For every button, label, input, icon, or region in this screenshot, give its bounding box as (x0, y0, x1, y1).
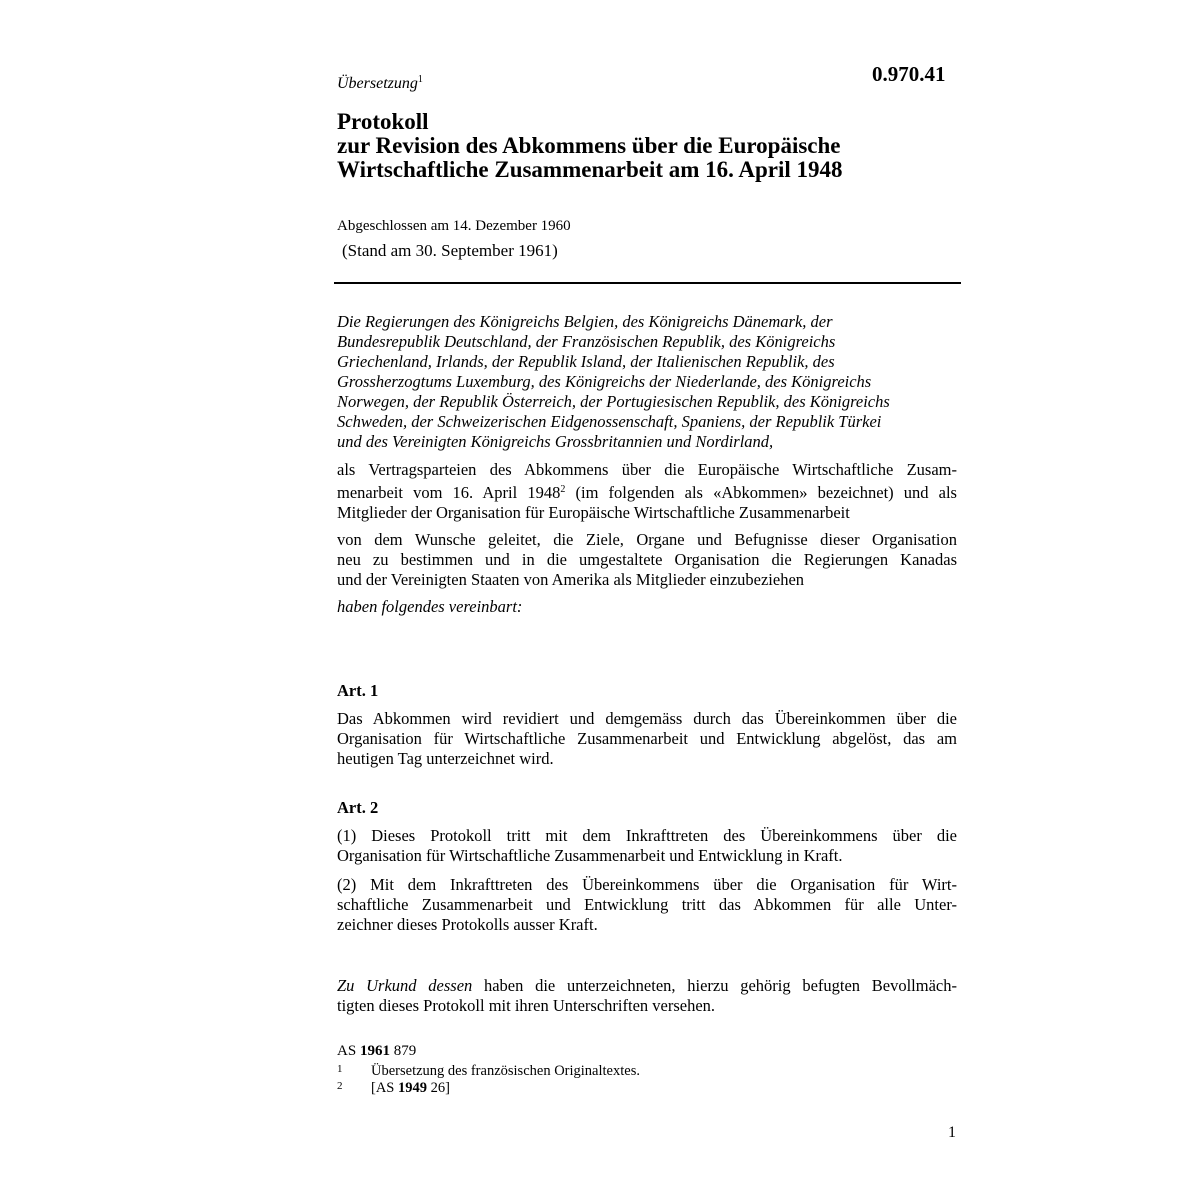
footnote-1 (337, 1063, 640, 1080)
footnote-ref-2[interactable]: 2 (560, 484, 566, 495)
article-line: heutigen Tag unterzeichnet wird. (337, 749, 554, 768)
parties-line: als Vertragsparteien des Abkommens über die Europäische Wirtschaftliche Zusam- (337, 460, 957, 479)
sr-number: 0.970.41 (872, 62, 946, 86)
desire-line: von dem Wunsche geleitet, die Ziele, Organe und Befugnisse dieser Organisation (337, 530, 957, 549)
preamble-line: und des Vereinigten Königreichs Grossbritannien und Nordirland, (337, 432, 774, 451)
article-2-heading: Art. 2 (337, 798, 379, 817)
witness-line: Zu Urkund dessen haben die unterzeichneten, hierzu gehörig befugten Bevollmäch- (337, 976, 957, 995)
page-number: 1 (948, 1124, 956, 1141)
footnote-number: 2 (337, 1080, 343, 1092)
document-title (337, 110, 957, 182)
footnote-2: 2 [AS 1949 26] (337, 1080, 450, 1096)
preamble-line: Grossherzogtums Luxemburg, des Königreichs der Niederlande, des Königreichs (337, 372, 872, 391)
preamble-governments (337, 312, 957, 452)
title-line-2: zur Revision des Abkommens über die Europäische (337, 133, 841, 158)
witness-clause (337, 976, 957, 1016)
concluded-date: Abgeschlossen am 14. Dezember 1960 (337, 218, 571, 234)
article-2-paragraph-1 (337, 826, 957, 866)
preamble-agreed: haben folgendes vereinbart: (337, 597, 523, 616)
preamble-desire (337, 530, 957, 590)
footnote-ref-1[interactable]: 1 (417, 74, 423, 85)
parties-line: menarbeit vom 16. April 1948$^2$ (im folgenden als «Abkommen» bezeichnet) und als (337, 483, 957, 502)
status-date: (Stand am 30. September 1961) (342, 241, 558, 260)
article-2-paragraph-2 (337, 875, 957, 935)
desire-line: und der Vereinigten Staaten von Amerika als Mitglieder einzubeziehen (337, 570, 805, 589)
witness-line: tigten dieses Protokoll mit ihren Unterschriften versehen. (337, 996, 716, 1015)
preamble-line: Die Regierungen des Königreichs Belgien, des Königreichs Dänemark, der (337, 312, 833, 331)
preamble-line: Norwegen, der Republik Österreich, der Portugiesischen Republik, des Königreichs (337, 392, 890, 411)
article-line: schaftliche Zusammenarbeit und Entwicklung tritt das Abkommen für alle Unter- (337, 895, 957, 914)
article-1-heading: Art. 1 (337, 681, 379, 700)
source-reference: AS 1961 879 (337, 1043, 417, 1059)
article-line: zeichner dieses Protokolls ausser Kraft. (337, 915, 598, 934)
article-line: Das Abkommen wird revidiert und demgemäss durch das Übereinkommen über die (337, 709, 957, 728)
parties-line: Mitglieder der Organisation für Europäische Wirtschaftliche Zusammenarbeit (337, 503, 850, 522)
title-line-1: Protokoll (337, 109, 429, 134)
article-line: (1) Dieses Protokoll tritt mit dem Inkrafttreten des Übereinkommens über die (337, 826, 957, 845)
article-line: Organisation für Wirtschaftliche Zusammenarbeit und Entwicklung in Kraft. (337, 846, 843, 865)
desire-line: neu zu bestimmen und in die umgestaltete Organisation die Regierungen Kanadas (337, 550, 957, 569)
footnote-text: Übersetzung des französischen Originaltextes. (371, 1063, 640, 1079)
preamble-line: Bundesrepublik Deutschland, der Französischen Republik, des Königreichs (337, 332, 836, 351)
title-line-3: Wirtschaftliche Zusammenarbeit am 16. April 1948 (337, 157, 843, 182)
header-divider (334, 282, 961, 284)
translation-label: Übersetzung$^1$ (337, 74, 423, 92)
preamble-line: Schweden, der Schweizerischen Eidgenossenschaft, Spaniens, der Republik Türkei (337, 412, 882, 431)
article-1-text (337, 709, 957, 769)
footnote-number: 1 (337, 1063, 343, 1075)
preamble-line: Griechenland, Irlands, der Republik Island, der Italienischen Republik, des (337, 352, 835, 371)
article-line: Organisation für Wirtschaftliche Zusammenarbeit und Entwicklung abgelöst, das am (337, 729, 957, 748)
preamble-parties (337, 460, 957, 523)
article-line: (2) Mit dem Inkrafttreten des Übereinkommens über die Organisation für Wirt- (337, 875, 957, 894)
